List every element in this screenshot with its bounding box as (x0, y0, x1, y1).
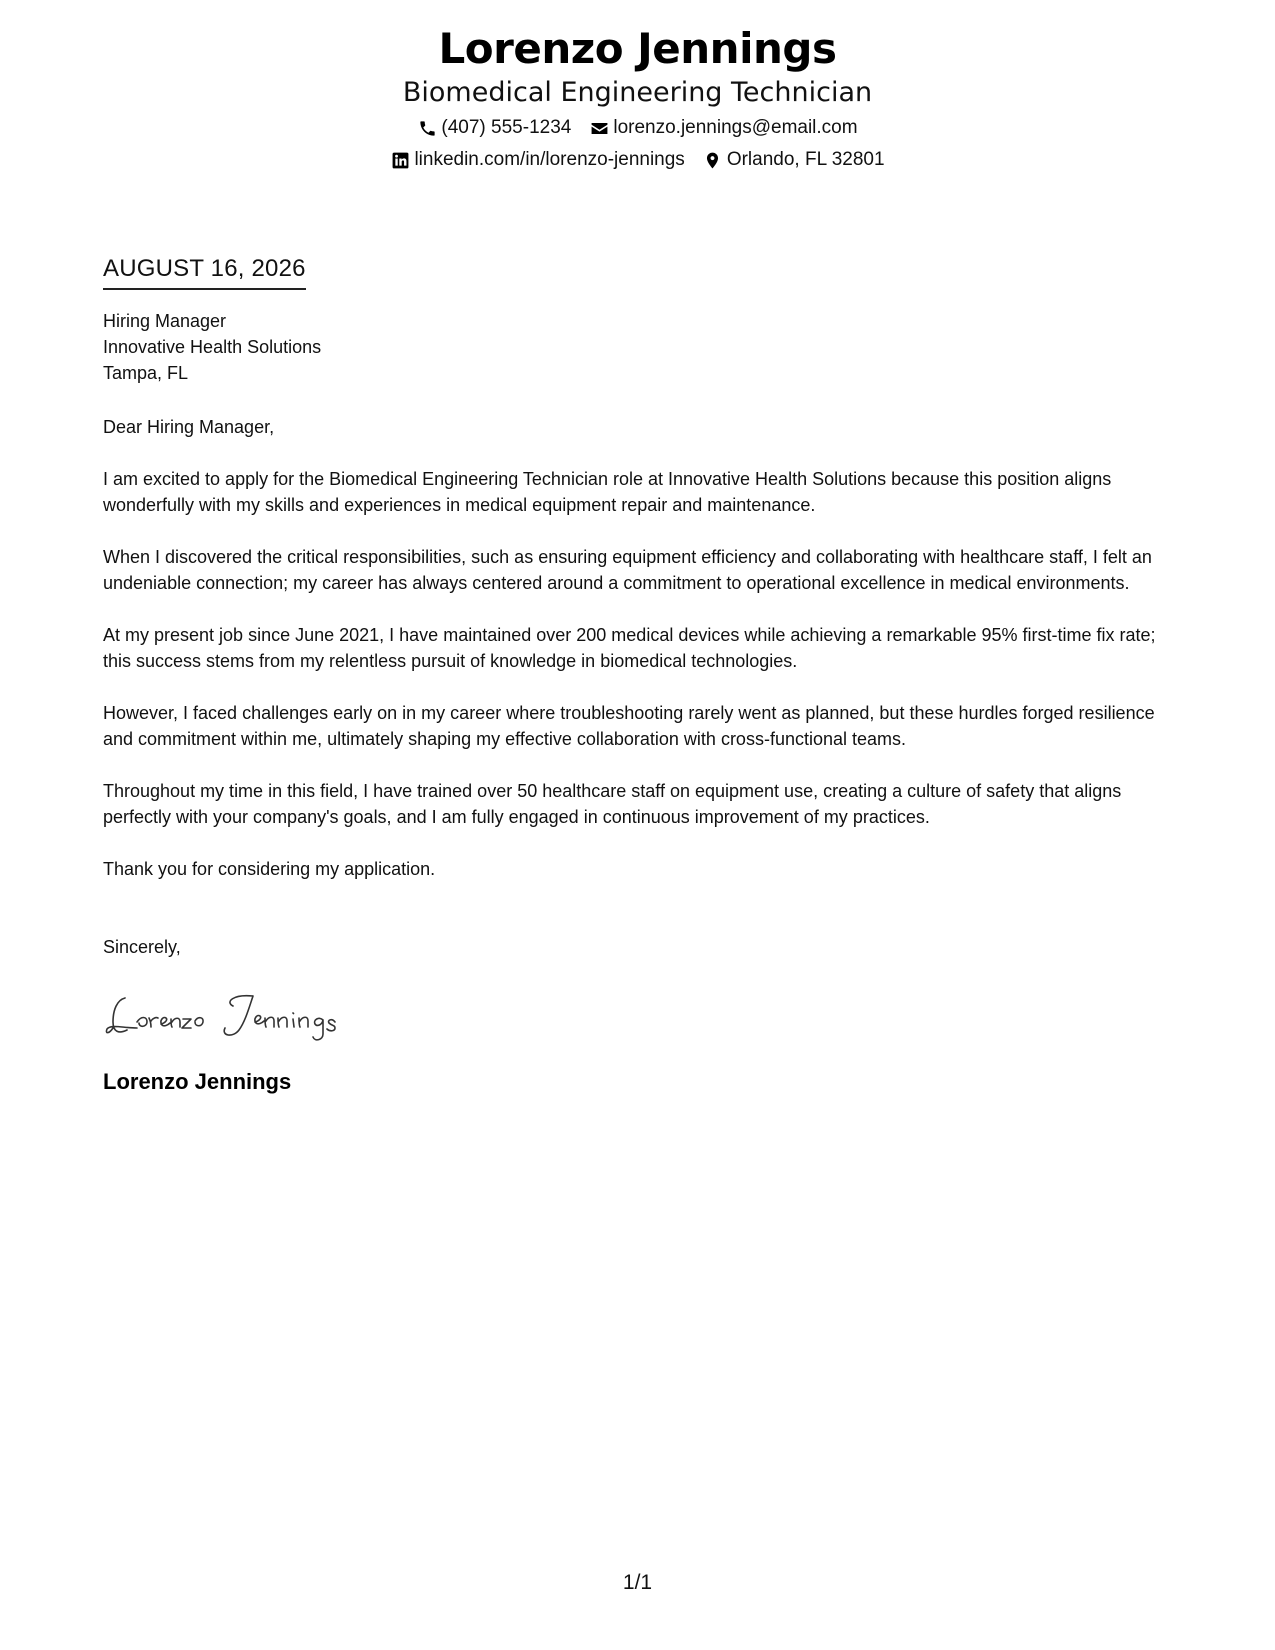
email-address: lorenzo.jennings@email.com (613, 117, 858, 138)
contact-row-1 (0, 116, 1275, 140)
recipient-line: Tampa, FL (103, 363, 189, 383)
closing: Sincerely, (103, 937, 181, 957)
location-contact (703, 148, 885, 172)
recipient-line: Hiring Manager (103, 311, 227, 331)
body-paragraph: Throughout my time in this field, I have trained over 50 healthcare staff on equipment use, creating a culture of safety that aligns perfectly with your company's goals, and I am fully engaged in continuous improvement of my practices. (103, 781, 1122, 827)
body-paragraph: Thank you for considering my application. (103, 859, 436, 879)
body-paragraph: However, I faced challenges early on in my career where troubleshooting rarely went as planned, but these hurdles forged resilience and commitment within me, ultimately shaping my effective collaboration with cross-functional teams. (103, 703, 1155, 749)
body-paragraph: I am excited to apply for the Biomedical Engineering Technician role at Innovative Health Solutions because this position aligns wonderfully with my skills and experiences in medical equipment repair and maintenance. (103, 469, 1112, 515)
signed-name: Lorenzo Jennings (103, 1069, 292, 1094)
phone-contact (417, 116, 571, 140)
job-title: Biomedical Engineering Technician (402, 77, 873, 108)
letter-header (0, 22, 1275, 172)
letter-body (103, 253, 1183, 1096)
recipient-line: Innovative Health Solutions (103, 337, 322, 357)
page-number: 1/1 (622, 1571, 653, 1594)
applicant-name: Lorenzo Jennings (438, 24, 837, 73)
phone-number: (407) 555-1234 (441, 117, 572, 138)
location-text: Orlando, FL 32801 (726, 149, 885, 170)
envelope-icon (589, 118, 609, 138)
linkedin-url: linkedin.com/in/lorenzo-jennings (414, 149, 685, 170)
letter-date: AUGUST 16, 2026 (103, 253, 306, 290)
map-pin-icon (703, 150, 723, 170)
linkedin-contact (390, 148, 684, 172)
email-contact (589, 116, 857, 140)
recipient-block (103, 308, 1183, 386)
contact-row-2 (0, 148, 1275, 172)
phone-icon (417, 118, 437, 138)
salutation: Dear Hiring Manager, (103, 417, 275, 437)
body-paragraph: At my present job since June 2021, I have maintained over 200 medical devices while achieving a remarkable 95% first-time fix rate; this success stems from my relentless pursuit of knowledge in biomedical technologies. (103, 625, 1156, 671)
body-paragraph: When I discovered the critical responsibilities, such as ensuring equipment efficiency and collaborating with healthcare staff, I felt an undeniable connection; my career has always centered around a commitment to operational excellence in medical environments. (103, 547, 1152, 593)
handwritten-signature (103, 988, 373, 1044)
linkedin-icon (390, 150, 410, 170)
